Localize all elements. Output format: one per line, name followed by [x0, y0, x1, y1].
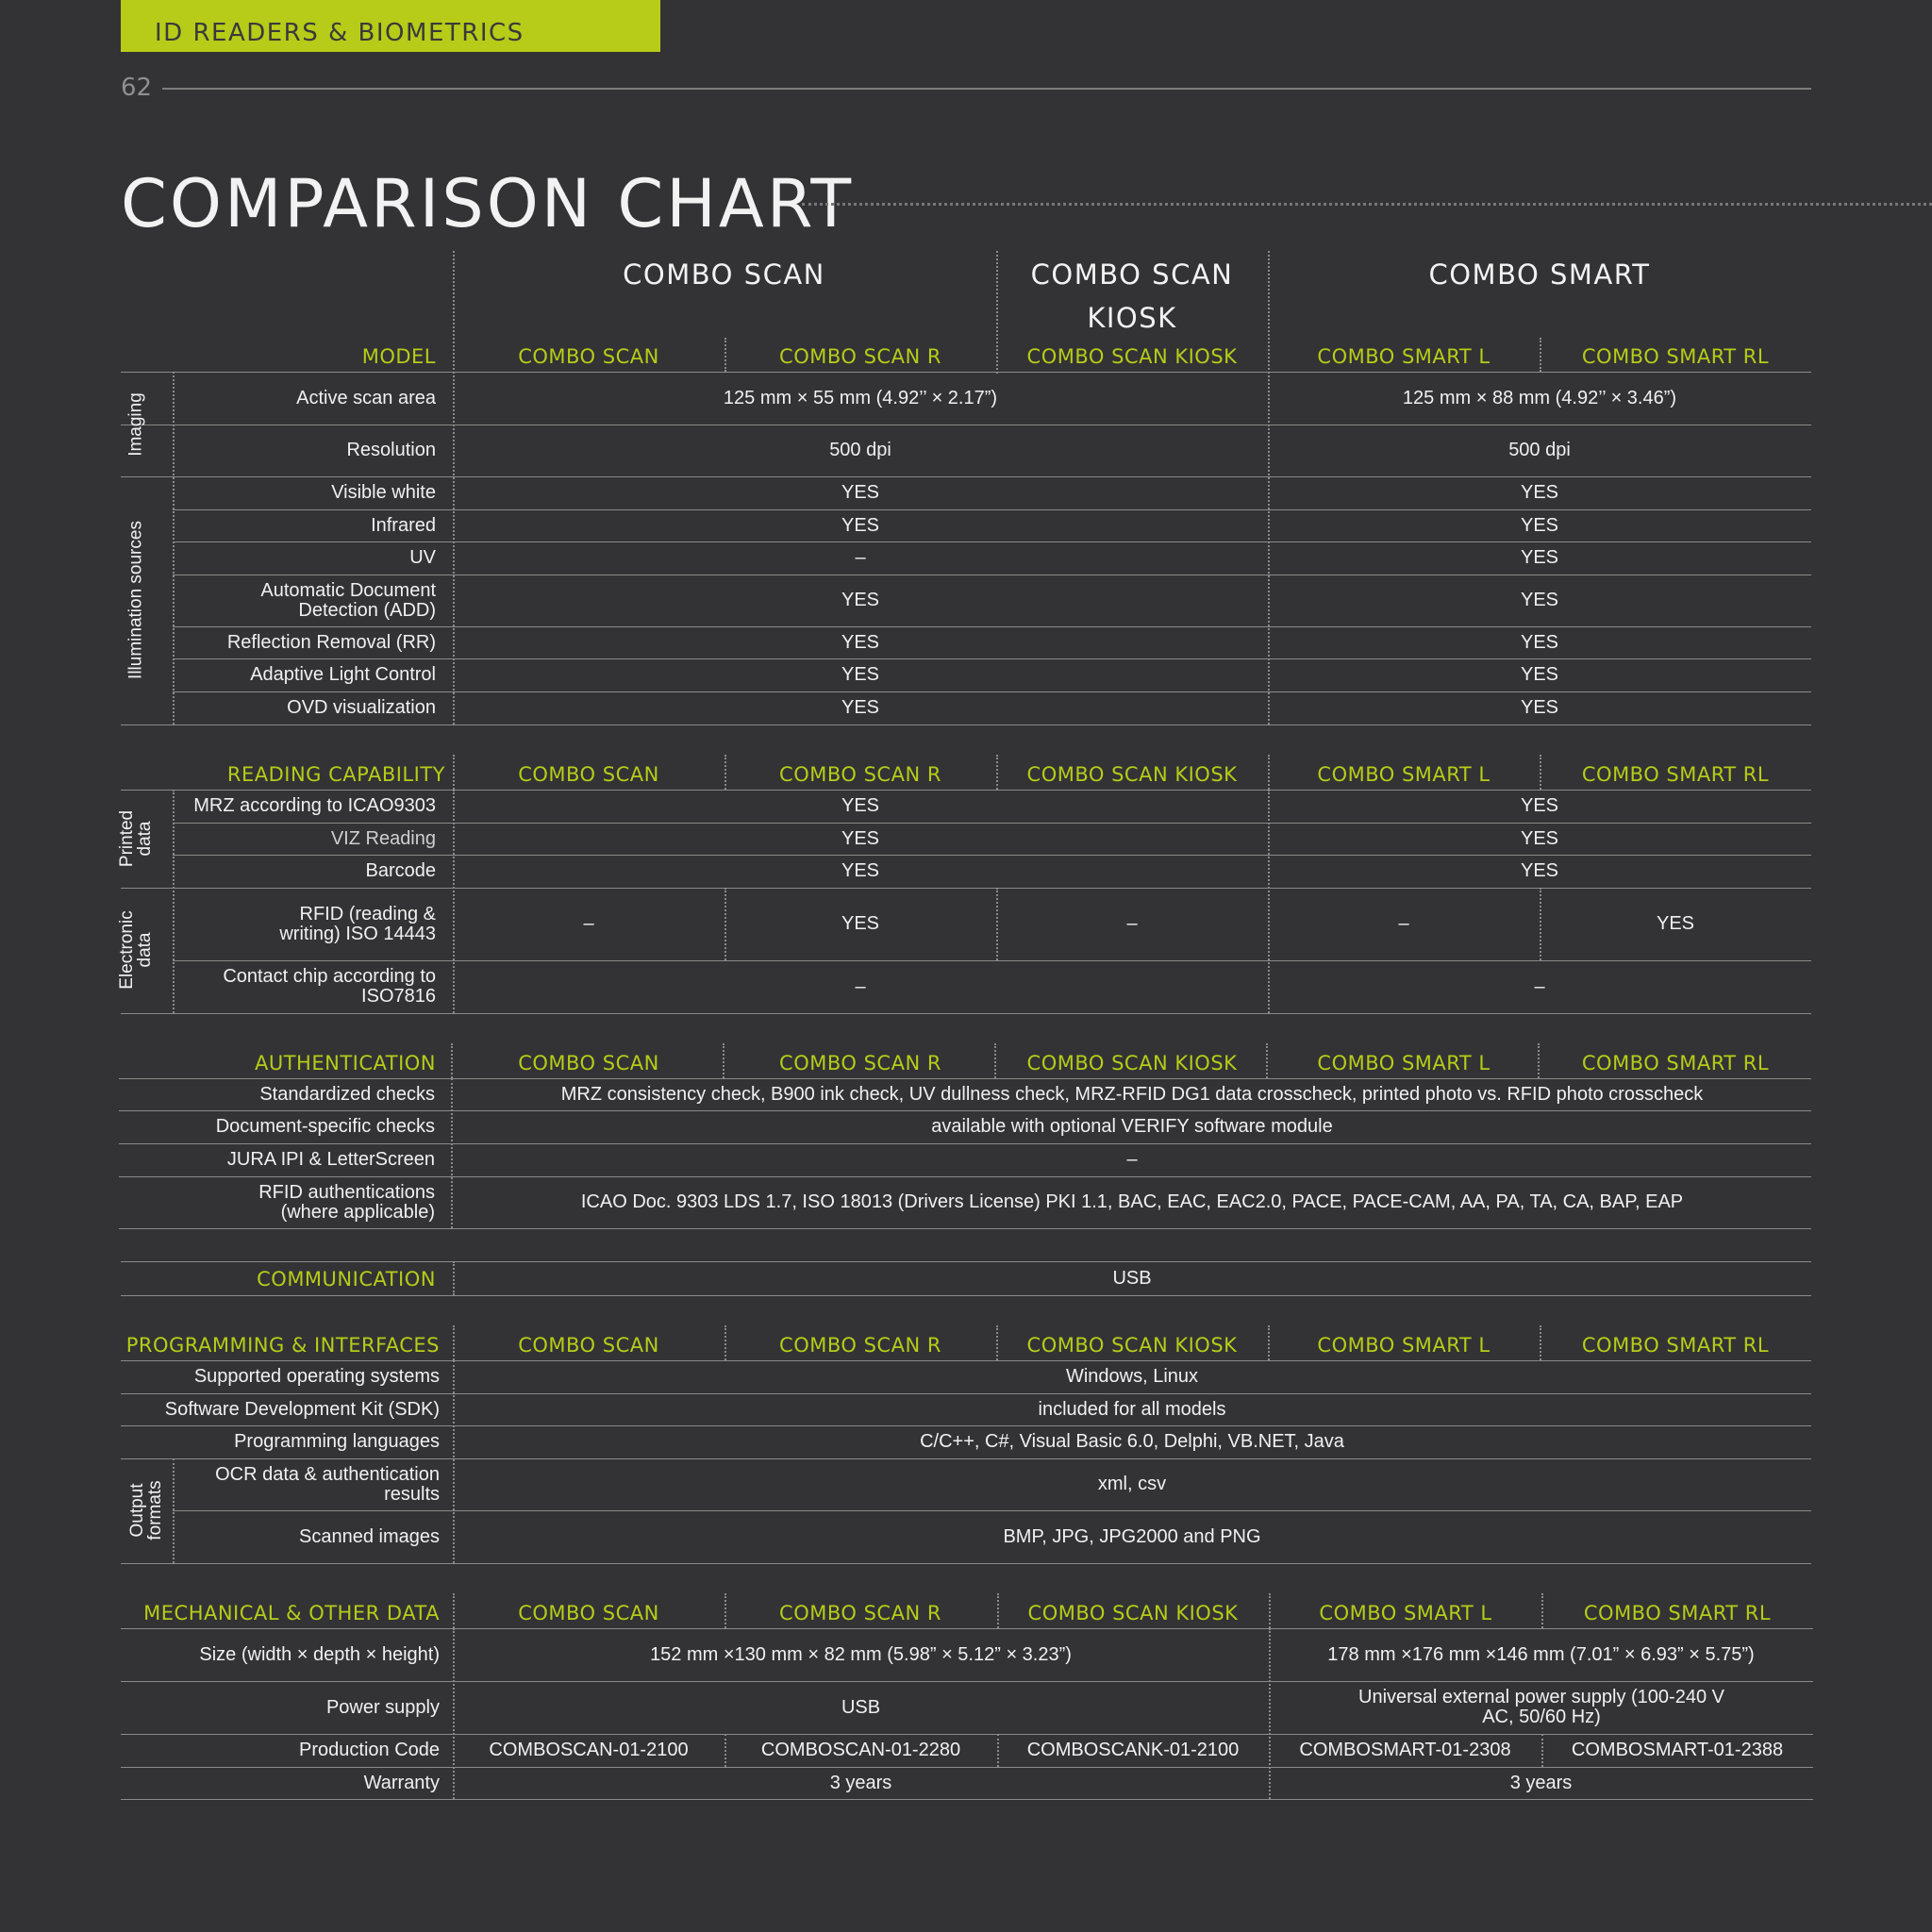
reading-section-title: READING CAPABILITY: [226, 763, 445, 786]
column-divider: [1269, 1593, 1271, 1628]
column-divider: [1540, 338, 1541, 372]
row-divider: [121, 1295, 1811, 1296]
cell-value: YES: [1520, 827, 1559, 849]
model-header-combo-scan: COMBO SCAN: [518, 1052, 659, 1074]
cell-value: YES: [1520, 631, 1559, 653]
cell-value: ICAO Doc. 9303 LDS 1.7, ISO 18013 (Drivers License) PKI 1.1, BAC, EAC, EAC2.0, PACE, PACE-CAM, AA, PA, TA, CA, BAP, EAP: [580, 1191, 1684, 1212]
cell-value: YES: [1520, 697, 1559, 718]
group-header-combo-scan: COMBO SCAN: [623, 258, 825, 291]
cell-value: YES: [1520, 482, 1559, 503]
cell-value: available with optional VERIFY software module: [931, 1116, 1333, 1137]
cell-value: C/C++, C#, Visual Basic 6.0, Delphi, VB.NET, Java: [920, 1431, 1344, 1452]
column-divider: [451, 1043, 453, 1078]
cell-value: –: [855, 975, 866, 997]
cell-value: YES: [1520, 590, 1559, 610]
cell-value: COMBOSMART-01-2388: [1571, 1740, 1784, 1760]
row-label: Barcode: [365, 860, 436, 881]
column-divider: [453, 755, 455, 790]
row-label: Contact chip according to ISO7816: [223, 966, 436, 1007]
cell-value: 125 mm × 55 mm (4.92’’ × 2.17”): [723, 387, 998, 408]
column-divider: [1266, 1043, 1268, 1078]
model-header-combo-scan-kiosk: COMBO SCAN KIOSK: [1027, 1602, 1239, 1624]
column-divider: [724, 755, 726, 790]
column-divider: [724, 1325, 726, 1360]
row-label: Warranty: [363, 1772, 440, 1793]
cell-value: YES: [841, 697, 880, 718]
cell-value: YES: [841, 514, 880, 536]
column-divider: [1541, 1593, 1543, 1628]
model-header-combo-smart-rl: COMBO SMART RL: [1581, 1052, 1770, 1074]
row-label: VIZ Reading: [330, 827, 436, 849]
model-header-combo-scan-kiosk: COMBO SCAN KIOSK: [1026, 763, 1238, 786]
cell-value: COMBOSCANK-01-2100: [1026, 1740, 1240, 1760]
model-header-combo-scan-r: COMBO SCAN R: [779, 345, 941, 368]
section-title: ID READERS & BIOMETRICS: [155, 19, 525, 47]
cell-value: –: [855, 547, 866, 568]
programming-section-title: PROGRAMMING & INTERFACES: [125, 1334, 440, 1357]
cell-value: 152 mm ×130 mm × 82 mm (5.98” × 5.12” × 3.23”): [650, 1643, 1072, 1665]
group-header-combo-scan-kiosk: COMBO SCAN KIOSK: [1030, 258, 1234, 334]
category-divider: [173, 372, 175, 724]
row-divider: [121, 1799, 1813, 1800]
column-divider: [723, 1043, 724, 1078]
model-section-title: MODEL: [361, 345, 436, 368]
row-divider: [121, 1013, 1811, 1014]
cell-value: YES: [1520, 514, 1559, 536]
cell-value: YES: [841, 827, 880, 849]
model-header-combo-smart-rl: COMBO SMART RL: [1581, 345, 1770, 368]
model-header-combo-smart-rl: COMBO SMART RL: [1581, 763, 1770, 786]
column-divider: [1268, 755, 1270, 790]
cell-value: Universal external power supply (100-240 V AC, 50/60 Hz): [1358, 1687, 1724, 1727]
cell-value: YES: [1520, 795, 1559, 816]
row-label: Programming languages: [234, 1431, 440, 1452]
column-divider: [1268, 1325, 1270, 1360]
model-header-combo-smart-l: COMBO SMART L: [1317, 763, 1491, 786]
model-header-combo-smart-l: COMBO SMART L: [1319, 1602, 1492, 1624]
column-divider: [453, 1593, 455, 1628]
row-label: JURA IPI & LetterScreen: [226, 1149, 435, 1170]
model-header-combo-scan-r: COMBO SCAN R: [779, 1052, 941, 1074]
cell-value: YES: [1656, 913, 1695, 934]
authentication-section-title: AUTHENTICATION: [254, 1052, 436, 1074]
cell-value: –: [1534, 975, 1545, 997]
row-divider: [119, 1228, 1811, 1229]
row-label: Resolution: [346, 440, 436, 460]
model-header-combo-smart-rl: COMBO SMART RL: [1581, 1334, 1770, 1357]
cell-value: Windows, Linux: [1065, 1366, 1199, 1387]
cell-value: 500 dpi: [1508, 440, 1571, 460]
cell-value: 178 mm ×176 mm ×146 mm (7.01” × 6.93” × 5.75”): [1327, 1643, 1755, 1665]
cell-value: YES: [841, 631, 880, 653]
row-label: Supported operating systems: [193, 1366, 440, 1387]
column-divider: [1540, 1325, 1541, 1360]
cell-value: BMP, JPG, JPG2000 and PNG: [1003, 1525, 1261, 1547]
row-label: Scanned images: [299, 1525, 440, 1547]
cell-value: MRZ consistency check, B900 ink check, UV dullness check, MRZ-RFID DG1 data crosscheck, printed photo vs. RFID photo crosscheck: [560, 1083, 1704, 1105]
row-label: Active scan area: [296, 387, 436, 408]
row-label: Adaptive Light Control: [250, 664, 436, 685]
row-label: Visible white: [331, 482, 436, 503]
cell-value: xml, csv: [1097, 1474, 1167, 1494]
column-divider: [996, 755, 998, 790]
cell-value: 500 dpi: [829, 440, 891, 460]
row-label: OVD visualization: [287, 697, 436, 718]
row-label: Reflection Removal (RR): [226, 631, 436, 653]
title-dotted-rule: [802, 203, 1932, 206]
cell-value: YES: [841, 482, 880, 503]
category-imaging: Imaging: [125, 392, 146, 457]
column-divider: [724, 338, 726, 372]
cell-value: YES: [1520, 664, 1559, 685]
model-header-combo-scan-kiosk: COMBO SCAN KIOSK: [1026, 1334, 1238, 1357]
page-number: 62: [121, 74, 153, 102]
model-header-combo-smart-l: COMBO SMART L: [1317, 1052, 1491, 1074]
page-title: COMPARISON CHART: [121, 165, 855, 242]
row-label: UV: [409, 547, 436, 568]
model-header-combo-scan-r: COMBO SCAN R: [779, 1334, 941, 1357]
cell-value: 3 years: [829, 1772, 892, 1793]
model-header-combo-scan: COMBO SCAN: [518, 1334, 659, 1357]
column-divider: [997, 1593, 999, 1628]
model-header-combo-scan-kiosk: COMBO SCAN KIOSK: [1026, 345, 1238, 368]
cell-value: 125 mm × 88 mm (4.92’’ × 3.46”): [1402, 387, 1677, 408]
header-divider: [162, 88, 1811, 90]
cell-value: YES: [841, 860, 880, 881]
row-label: Document-specific checks: [215, 1116, 435, 1137]
cell-value: –: [1126, 913, 1138, 934]
cell-value: YES: [841, 664, 880, 685]
row-label: Production Code: [299, 1740, 440, 1760]
cell-value: COMBOSCAN-01-2280: [760, 1740, 961, 1760]
category-divider: [173, 790, 175, 1013]
cell-value: COMBOSMART-01-2308: [1299, 1740, 1511, 1760]
communication-section-title: COMMUNICATION: [257, 1268, 436, 1291]
model-header-combo-scan-kiosk: COMBO SCAN KIOSK: [1026, 1052, 1238, 1074]
row-label: Power supply: [325, 1696, 440, 1718]
column-divider: [453, 1325, 455, 1360]
model-header-combo-smart-l: COMBO SMART L: [1317, 345, 1491, 368]
category-printed-data: Printed data: [117, 809, 155, 868]
model-header-combo-scan: COMBO SCAN: [518, 763, 659, 786]
mechanical-section-title: MECHANICAL & OTHER DATA: [143, 1602, 440, 1624]
model-header-combo-scan-r: COMBO SCAN R: [779, 1602, 941, 1624]
cell-value: YES: [841, 590, 880, 610]
row-label: OCR data & authentication results: [215, 1463, 440, 1505]
row-label: Software Development Kit (SDK): [164, 1398, 440, 1420]
cell-value: –: [1126, 1149, 1138, 1170]
row-divider: [121, 724, 1811, 725]
row-label: Automatic Document Detection (ADD): [260, 579, 436, 621]
row-label: Infrared: [371, 514, 436, 536]
cell-value: YES: [1520, 547, 1559, 568]
cell-value: YES: [1520, 860, 1559, 881]
cell-value: YES: [841, 913, 880, 934]
cell-value: USB: [1112, 1267, 1152, 1289]
model-header-combo-smart-rl: COMBO SMART RL: [1583, 1602, 1772, 1624]
category-illumination-sources: Illumination sources: [125, 521, 146, 679]
cell-value: YES: [841, 795, 880, 816]
cell-value: –: [1398, 913, 1409, 934]
cell-value: –: [583, 913, 594, 934]
row-label: Size (width × depth × height): [199, 1643, 440, 1665]
cell-value: included for all models: [1038, 1398, 1226, 1420]
column-divider: [1538, 1043, 1540, 1078]
cell-value: USB: [841, 1696, 881, 1718]
row-divider: [121, 1563, 1811, 1564]
model-header-combo-scan: COMBO SCAN: [518, 345, 659, 368]
cell-value: 3 years: [1509, 1772, 1573, 1793]
category-electronic-data: Electronic data: [117, 910, 155, 990]
model-header-combo-scan-r: COMBO SCAN R: [779, 763, 941, 786]
model-header-combo-smart-l: COMBO SMART L: [1317, 1334, 1491, 1357]
column-divider: [1540, 755, 1541, 790]
cell-value: COMBOSCAN-01-2100: [489, 1740, 689, 1760]
category-output-formats: Output formats: [127, 1480, 165, 1541]
row-label: RFID authentications (where applicable): [258, 1181, 435, 1223]
group-header-combo-smart: COMBO SMART: [1428, 258, 1651, 291]
category-divider: [173, 1458, 175, 1563]
row-label: Standardized checks: [259, 1083, 435, 1105]
row-label: RFID (reading & writing) ISO 14443: [279, 903, 436, 944]
section-tab: [121, 0, 660, 52]
row-label: MRZ according to ICAO9303: [193, 795, 436, 816]
column-divider: [994, 1043, 996, 1078]
column-divider: [996, 1325, 998, 1360]
model-header-combo-scan: COMBO SCAN: [518, 1602, 659, 1624]
column-divider: [724, 1593, 726, 1628]
